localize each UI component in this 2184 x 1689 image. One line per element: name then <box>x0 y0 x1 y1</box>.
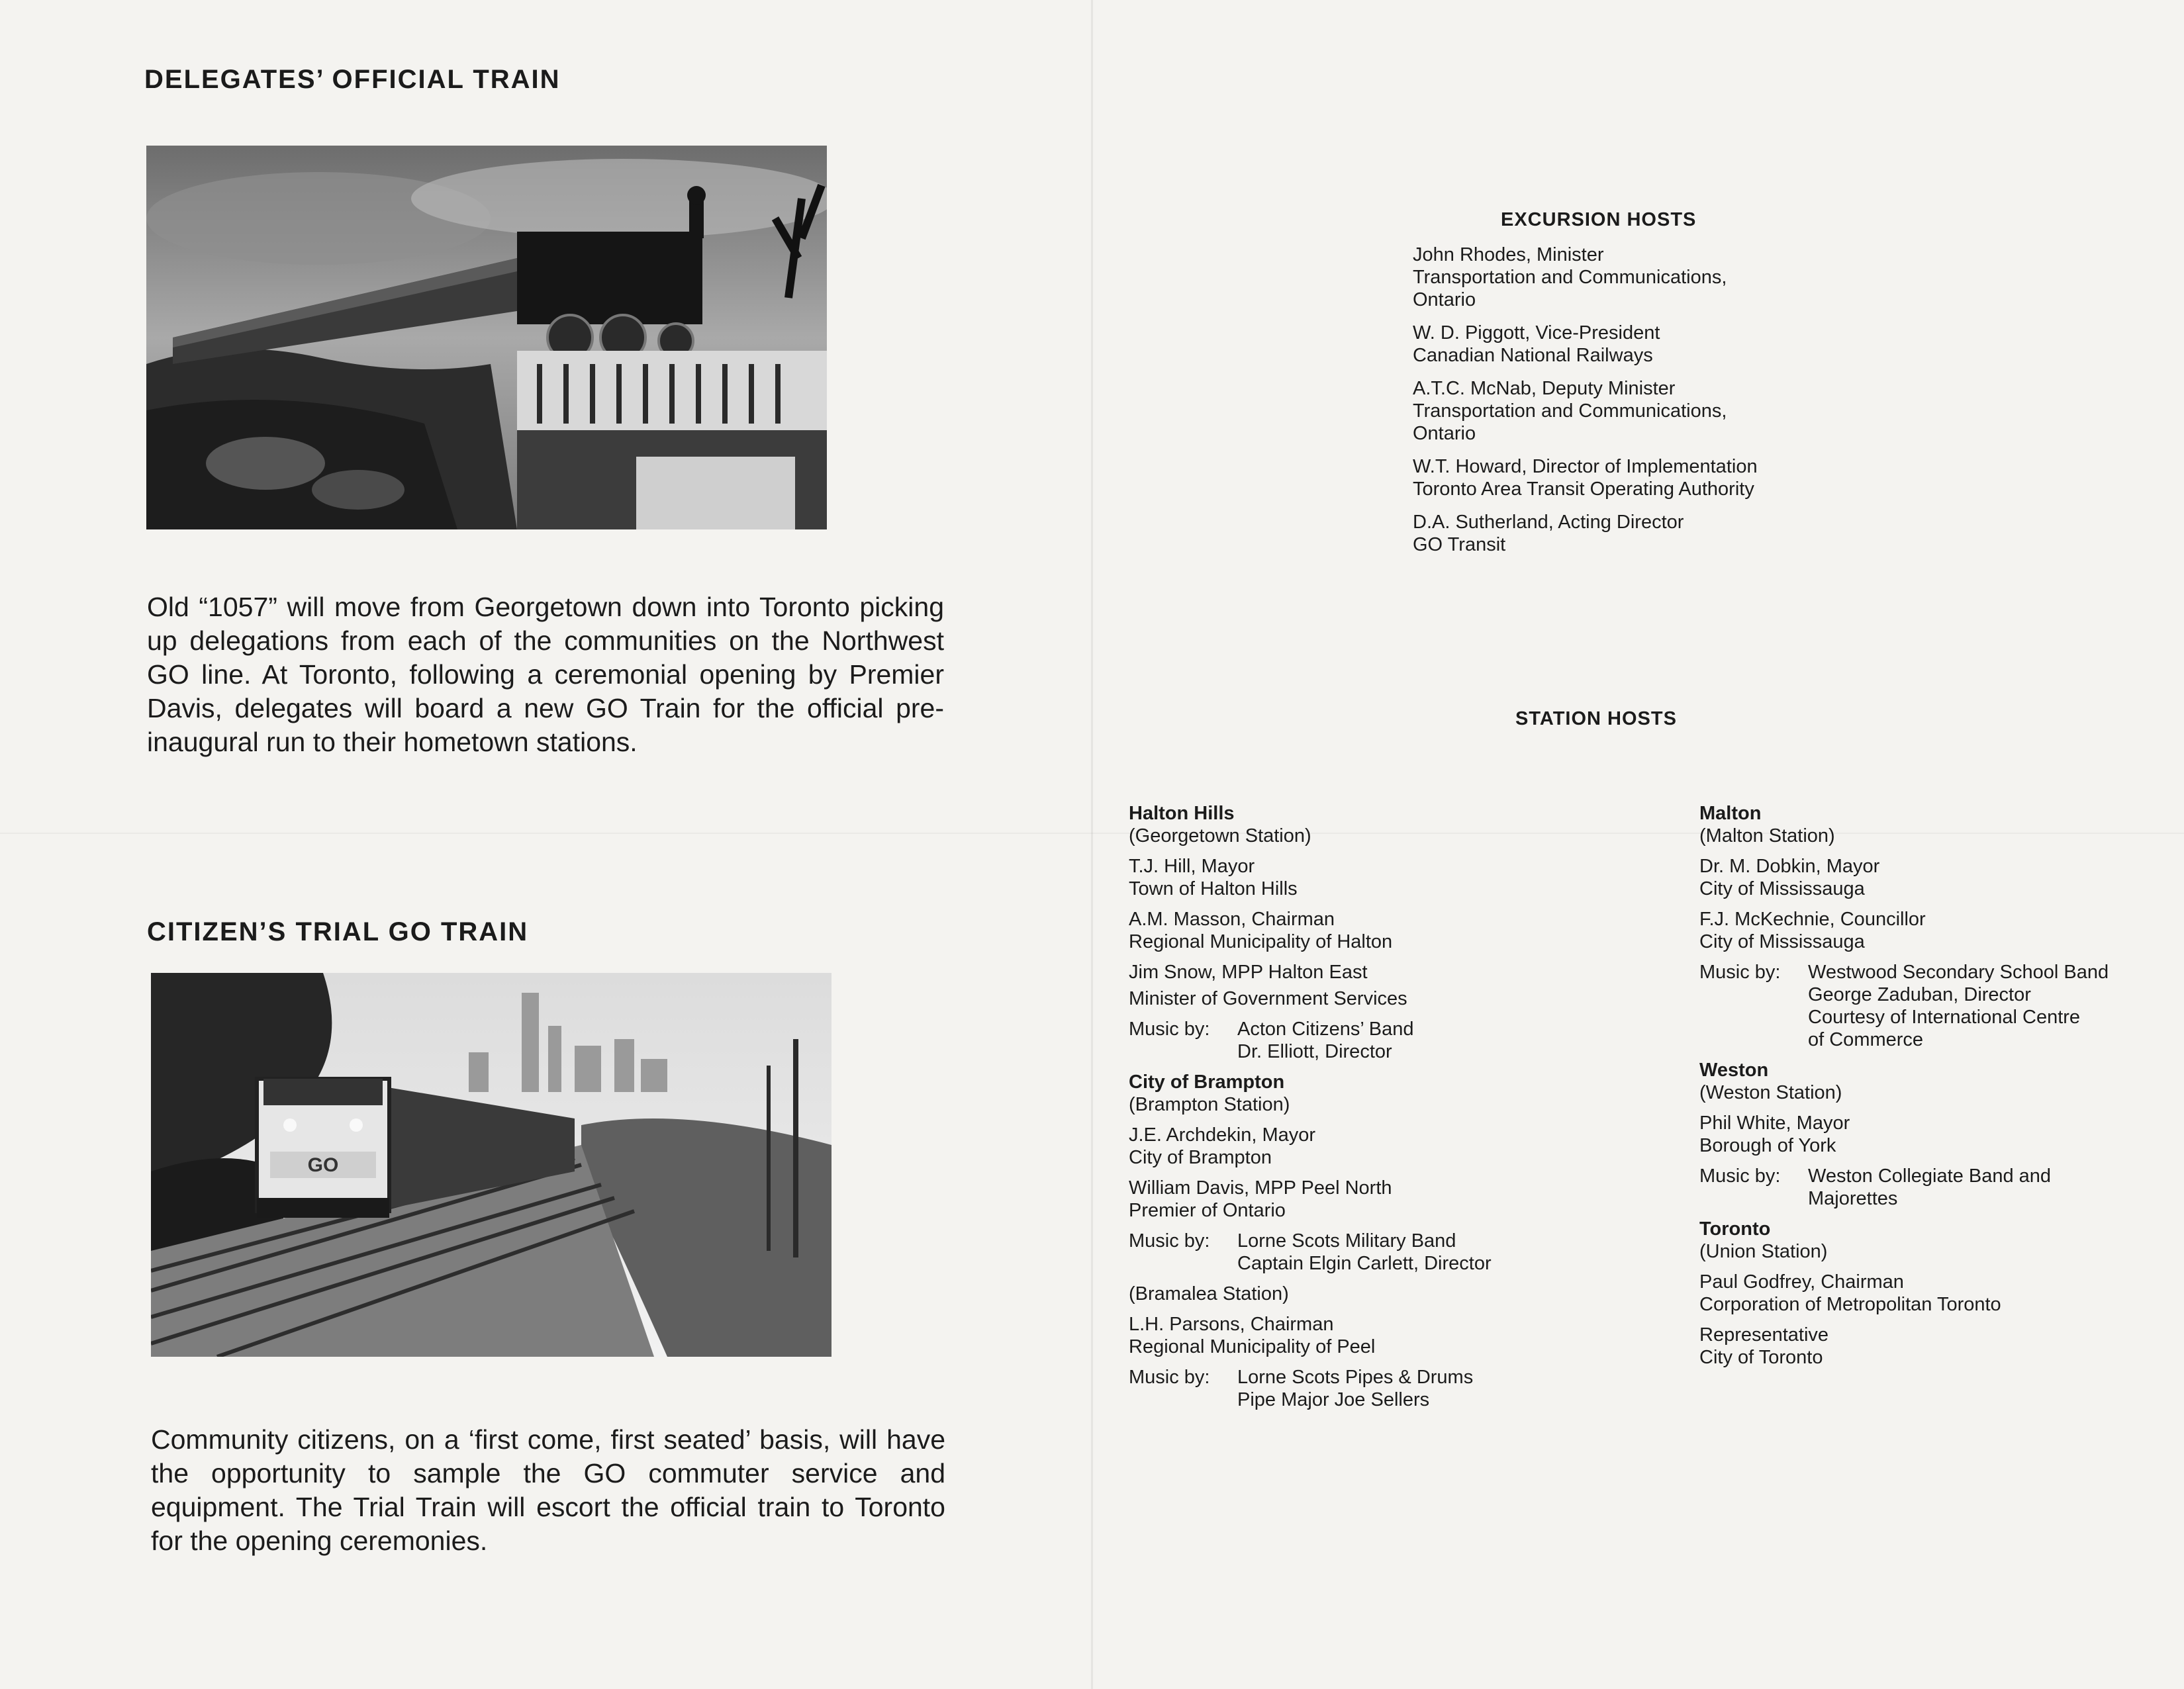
host-line: Town of Halton Hills <box>1129 878 1298 899</box>
music-label: Music by: <box>1129 1367 1210 1388</box>
host-line: A.M. Masson, Chairman <box>1129 909 1335 930</box>
music-entry <box>1699 1165 2109 1210</box>
host-entry <box>1129 908 1492 953</box>
host-line: Canadian National Railways <box>1413 345 1653 366</box>
host-entry <box>1699 855 2109 900</box>
station-name: (Malton Station) <box>1699 825 1835 846</box>
music-line: Lorne Scots Pipes & Drums <box>1237 1367 1474 1388</box>
host-line: Regional Municipality of Halton <box>1129 931 1393 952</box>
host-line: John Rhodes, Minister <box>1413 244 1604 265</box>
excursion-host <box>1413 455 1758 500</box>
host-line: W.T. Howard, Director of Implementation <box>1413 456 1758 477</box>
music-entry <box>1699 961 2109 1051</box>
host-entry <box>1129 1124 1492 1169</box>
station-name: (Brampton Station) <box>1129 1094 1290 1115</box>
host-line: Toronto Area Transit Operating Authority <box>1413 479 1754 500</box>
host-line: City of Mississauga <box>1699 931 1865 952</box>
host-line: Regional Municipality of Peel <box>1129 1336 1376 1357</box>
station-heading-bramalea <box>1129 1283 1492 1305</box>
host-line: Minister of Government Services <box>1129 988 1407 1009</box>
host-line: J.E. Archdekin, Mayor <box>1129 1124 1316 1146</box>
excursion-hosts-list <box>1413 244 1758 567</box>
station-hosts-right-column <box>1699 802 2109 1377</box>
host-line: T.J. Hill, Mayor <box>1129 856 1255 877</box>
host-line: Transportation and Communications, <box>1413 400 1727 422</box>
host-line: GO Transit <box>1413 534 1506 555</box>
music-entry <box>1129 1366 1492 1411</box>
music-label: Music by: <box>1699 1165 1781 1187</box>
host-line: Jim Snow, MPP Halton East <box>1129 962 1368 983</box>
excursion-host <box>1413 511 1758 556</box>
excursion-host <box>1413 244 1758 311</box>
citizens-description: Community citizens, on a ‘first come, first seated’ basis, will have the opportunity to sample the GO commuter service and equipment. The Trial Train will escort the official train to Toronto for the opening ceremonies. <box>151 1424 945 1556</box>
host-line: Premier of Ontario <box>1129 1200 1286 1221</box>
host-entry <box>1699 1112 2109 1157</box>
station-heading-toronto <box>1699 1218 2109 1263</box>
go-train-photo <box>151 973 831 1357</box>
host-line: City of Brampton <box>1129 1147 1272 1168</box>
svg-text:GO: GO <box>307 1154 339 1176</box>
station-place: Weston <box>1699 1060 1769 1081</box>
music-line: Dr. Elliott, Director <box>1237 1041 1392 1062</box>
music-line: Majorettes <box>1808 1188 1898 1209</box>
music-line: Westwood Secondary School Band <box>1808 962 2109 983</box>
music-line: Acton Citizens’ Band <box>1237 1019 1414 1040</box>
music-label: Music by: <box>1129 1019 1210 1040</box>
station-place: Toronto <box>1699 1218 1771 1240</box>
host-line: Ontario <box>1413 289 1476 310</box>
station-hosts-left-column <box>1129 802 1492 1419</box>
host-line: F.J. McKechnie, Councillor <box>1699 909 1926 930</box>
host-line: W. D. Piggott, Vice-President <box>1413 322 1660 343</box>
host-line: D.A. Sutherland, Acting Director <box>1413 512 1684 533</box>
host-entry <box>1129 961 1492 1010</box>
station-name: (Georgetown Station) <box>1129 825 1311 846</box>
music-line: Courtesy of International Centre <box>1808 1007 2081 1028</box>
music-line: of Commerce <box>1808 1029 1924 1050</box>
host-line: Representative <box>1699 1324 1829 1346</box>
station-name: (Weston Station) <box>1699 1082 1842 1103</box>
host-entry <box>1699 1324 2109 1369</box>
host-line: Paul Godfrey, Chairman <box>1699 1271 1904 1293</box>
page-fold-vertical <box>1091 0 1093 1689</box>
music-line: Pipe Major Joe Sellers <box>1237 1389 1430 1410</box>
host-line: Transportation and Communications, <box>1413 267 1727 288</box>
music-entry <box>1129 1230 1492 1275</box>
music-entry <box>1129 1018 1492 1063</box>
host-entry <box>1699 1271 2109 1316</box>
station-heading-halton-hills <box>1129 802 1492 847</box>
music-label: Music by: <box>1129 1230 1210 1252</box>
host-entry <box>1129 1177 1492 1222</box>
host-entry <box>1129 855 1492 900</box>
host-entry <box>1699 908 2109 953</box>
delegates-heading: DELEGATES’ OFFICIAL TRAIN <box>144 65 561 94</box>
host-line: City of Toronto <box>1699 1347 1823 1368</box>
music-line: Captain Elgin Carlett, Director <box>1237 1253 1492 1274</box>
host-entry <box>1129 1313 1492 1358</box>
host-line: William Davis, MPP Peel North <box>1129 1177 1392 1199</box>
host-line: L.H. Parsons, Chairman <box>1129 1314 1334 1335</box>
citizens-heading: CITIZEN’S TRIAL GO TRAIN <box>147 917 529 946</box>
host-line: Borough of York <box>1699 1135 1836 1156</box>
host-line: Corporation of Metropolitan Toronto <box>1699 1294 2001 1315</box>
music-line: Weston Collegiate Band and <box>1808 1165 2052 1187</box>
excursion-host <box>1413 377 1758 445</box>
station-place: City of Brampton <box>1129 1072 1285 1093</box>
station-heading-brampton <box>1129 1071 1492 1116</box>
station-hosts-title: STATION HOSTS <box>1515 708 1677 729</box>
music-line: Lorne Scots Military Band <box>1237 1230 1456 1252</box>
excursion-hosts-title: EXCURSION HOSTS <box>1501 209 1697 230</box>
host-line: Phil White, Mayor <box>1699 1113 1850 1134</box>
station-name: (Bramalea Station) <box>1129 1283 1289 1304</box>
host-line: A.T.C. McNab, Deputy Minister <box>1413 378 1676 399</box>
music-line: George Zaduban, Director <box>1808 984 2031 1005</box>
host-line: City of Mississauga <box>1699 878 1865 899</box>
station-heading-malton <box>1699 802 2109 847</box>
host-line: Dr. M. Dobkin, Mayor <box>1699 856 1880 877</box>
station-heading-weston <box>1699 1059 2109 1104</box>
station-place: Halton Hills <box>1129 803 1235 824</box>
steam-locomotive-photo <box>146 146 827 529</box>
station-place: Malton <box>1699 803 1762 824</box>
station-name: (Union Station) <box>1699 1241 1828 1262</box>
host-line: Ontario <box>1413 423 1476 444</box>
delegates-description: Old “1057” will move from Georgetown down into Toronto picking up delegations from each of the communities on the Northwest GO line. At Toronto, following a ceremonial opening by Premier Davis, delegates will board a new GO Train for the official pre-inaugural run to their hometown stations. <box>147 592 944 757</box>
excursion-host <box>1413 322 1758 367</box>
music-label: Music by: <box>1699 962 1781 983</box>
